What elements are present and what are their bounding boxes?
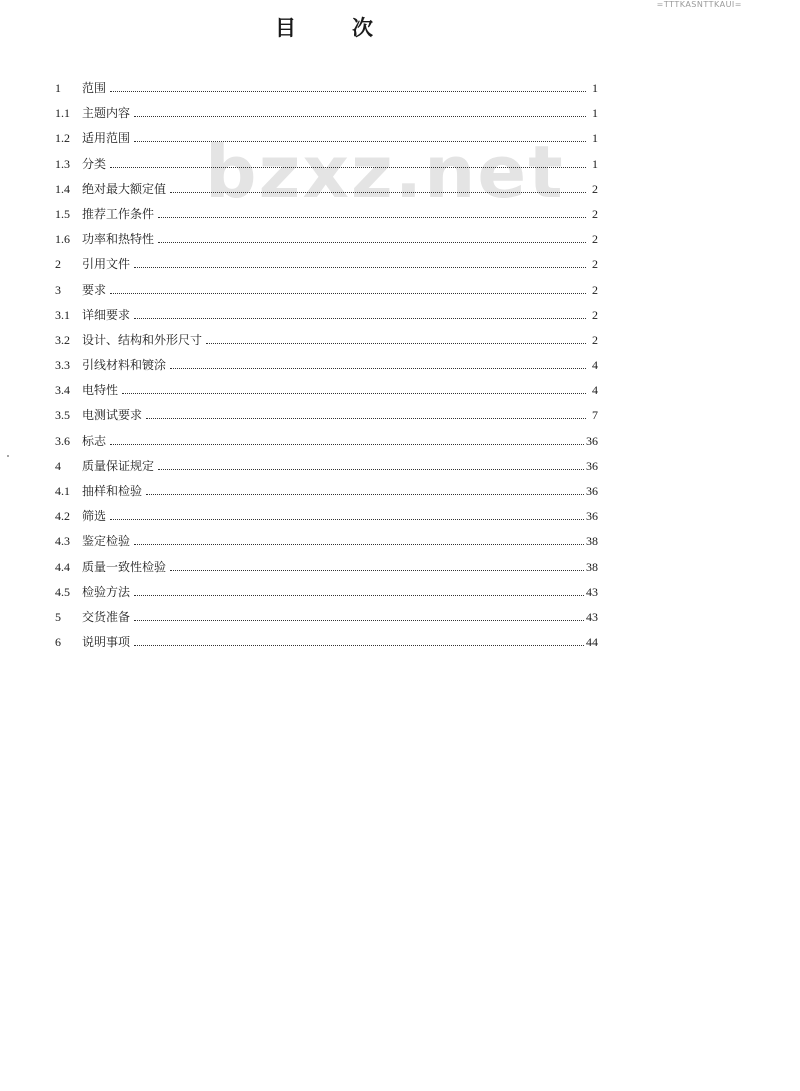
toc-entry xyxy=(55,405,598,430)
toc-entry-number: 4.1 xyxy=(55,484,70,498)
toc-entry-title: 要求 xyxy=(82,282,107,297)
toc-dot-leader xyxy=(134,141,586,142)
toc-entry-number: 3.1 xyxy=(55,307,70,322)
toc-entry-page: 36 xyxy=(586,509,598,524)
toc-entry xyxy=(55,254,598,279)
toc-dot-leader xyxy=(134,645,584,646)
toc-entry xyxy=(55,431,598,456)
toc-entry xyxy=(55,229,598,254)
toc-entry-number: 3.5 xyxy=(55,408,70,423)
toc-dot-leader xyxy=(134,620,584,621)
toc-entry-title: 检验方法 xyxy=(82,584,131,599)
toc-entry-title: 适用范围 xyxy=(82,131,131,146)
toc-entry-title: 详细要求 xyxy=(82,307,131,322)
toc-entry xyxy=(55,607,598,632)
page-title xyxy=(0,12,648,42)
toc-entry-number: 4.2 xyxy=(55,509,70,524)
toc-entry-number: 3.4 xyxy=(55,383,70,398)
toc-entry-number: 2 xyxy=(55,257,61,272)
toc-entry-number: 1 xyxy=(55,81,61,95)
toc-entry xyxy=(55,355,598,380)
toc-entry-number: 3 xyxy=(55,282,61,297)
watermark: bzxz.net xyxy=(205,130,565,214)
toc-entry-page: 4 xyxy=(592,383,598,398)
toc-dot-leader xyxy=(110,91,586,92)
toc-entry-page: 38 xyxy=(586,534,598,549)
toc-entry-title: 绝对最大额定值 xyxy=(82,181,167,196)
toc-dot-leader xyxy=(206,343,586,344)
toc-entry-number: 1.4 xyxy=(55,181,70,196)
toc-entry-page: 2 xyxy=(592,307,598,322)
toc-dot-leader xyxy=(134,318,586,319)
toc-entry-number: 1.5 xyxy=(55,206,70,221)
toc-entry-number: 1.3 xyxy=(55,156,70,171)
toc-entry-number: 1.2 xyxy=(55,131,70,146)
scan-speck xyxy=(7,455,9,457)
toc-entry-title: 范围 xyxy=(82,81,107,95)
toc-entry-title: 引用文件 xyxy=(82,257,131,272)
toc-entry-number: 4 xyxy=(55,458,61,473)
toc-dot-leader xyxy=(170,570,584,571)
toc-entry-page: 43 xyxy=(586,584,598,599)
toc-dot-leader xyxy=(158,217,586,218)
title-part-2: 次 xyxy=(352,15,373,40)
toc-dot-leader xyxy=(158,469,584,470)
toc-entry xyxy=(55,557,598,582)
toc-entry-page: 36 xyxy=(586,484,598,498)
toc-entry-page: 2 xyxy=(592,232,598,247)
toc-dot-leader xyxy=(122,393,586,394)
toc-entry-title: 质量保证规定 xyxy=(82,458,155,473)
toc-entry-page: 2 xyxy=(592,181,598,196)
toc-entry-title: 抽样和检验 xyxy=(82,484,143,498)
toc-entry-title: 质量一致性检验 xyxy=(82,559,167,574)
toc-entry-page: 2 xyxy=(592,257,598,272)
toc-entry xyxy=(55,128,598,153)
toc-dot-leader xyxy=(134,544,584,545)
toc-entry xyxy=(55,78,598,103)
toc-entry-title: 电特性 xyxy=(82,383,119,398)
toc-entry-title: 推荐工作条件 xyxy=(82,206,155,221)
toc-entry xyxy=(55,305,598,330)
toc-entry xyxy=(55,456,598,481)
title-part-1: 目 xyxy=(275,15,296,40)
toc-entry-title: 说明事项 xyxy=(82,635,131,650)
toc-entry-title: 标志 xyxy=(82,433,107,448)
toc-dot-leader xyxy=(110,444,584,445)
toc-entry-title: 电测试要求 xyxy=(82,408,143,423)
toc-dot-leader xyxy=(170,368,586,369)
corner-mark: =TTTKASNTTKAUI= xyxy=(656,0,742,9)
toc-entry-page: 2 xyxy=(592,332,598,347)
toc-entry xyxy=(55,154,598,179)
toc-entry-number: 6 xyxy=(55,635,61,650)
toc-entry-title: 分类 xyxy=(82,156,107,171)
toc-entry-number: 3.2 xyxy=(55,332,70,347)
toc-entry-title: 主题内容 xyxy=(82,106,131,121)
toc-entry xyxy=(55,506,598,531)
toc-dot-leader xyxy=(134,267,586,268)
toc-entry-title: 设计、结构和外形尺寸 xyxy=(82,332,203,347)
toc-entry-title: 交货准备 xyxy=(82,609,131,624)
toc-entry-page: 1 xyxy=(592,156,598,171)
toc-entry-number: 4.5 xyxy=(55,584,70,599)
toc-entry-page: 44 xyxy=(586,635,598,650)
toc-entry-page: 43 xyxy=(586,609,598,624)
toc-entry-page: 2 xyxy=(592,206,598,221)
toc-entry-number: 3.3 xyxy=(55,358,70,373)
toc-entry-number: 4.4 xyxy=(55,559,70,574)
toc-entry-title: 引线材料和镀涂 xyxy=(82,358,167,373)
toc-entry-page: 1 xyxy=(592,81,598,95)
toc-entry xyxy=(55,204,598,229)
table-of-contents xyxy=(55,78,598,657)
toc-dot-leader xyxy=(110,519,584,520)
toc-entry xyxy=(55,481,598,506)
toc-entry xyxy=(55,179,598,204)
toc-entry-title: 鉴定检验 xyxy=(82,534,131,549)
toc-entry xyxy=(55,531,598,556)
toc-entry xyxy=(55,582,598,607)
toc-dot-leader xyxy=(110,293,586,294)
toc-entry xyxy=(55,330,598,355)
toc-entry-number: 4.3 xyxy=(55,534,70,549)
toc-entry xyxy=(55,632,598,657)
toc-entry-number: 1.6 xyxy=(55,232,70,247)
toc-dot-leader xyxy=(146,494,584,495)
toc-entry-number: 5 xyxy=(55,609,61,624)
toc-entry-page: 1 xyxy=(592,106,598,121)
toc-entry-number: 1.1 xyxy=(55,106,70,121)
toc-entry xyxy=(55,280,598,305)
toc-dot-leader xyxy=(134,116,586,117)
toc-entry-page: 36 xyxy=(586,458,598,473)
toc-entry-page: 36 xyxy=(586,433,598,448)
toc-entry-page: 38 xyxy=(586,559,598,574)
toc-entry-page: 2 xyxy=(592,282,598,297)
toc-entry-title: 功率和热特性 xyxy=(82,232,155,247)
toc-entry xyxy=(55,103,598,128)
toc-dot-leader xyxy=(170,192,586,193)
toc-entry-page: 1 xyxy=(592,131,598,146)
toc-entry-title: 筛选 xyxy=(82,509,107,524)
toc-dot-leader xyxy=(110,167,586,168)
toc-dot-leader xyxy=(146,418,586,419)
toc-dot-leader xyxy=(134,595,584,596)
toc-entry-page: 4 xyxy=(592,358,598,373)
toc-entry-page: 7 xyxy=(592,408,598,423)
toc-entry-number: 3.6 xyxy=(55,433,70,448)
toc-entry xyxy=(55,380,598,405)
toc-dot-leader xyxy=(158,242,586,243)
